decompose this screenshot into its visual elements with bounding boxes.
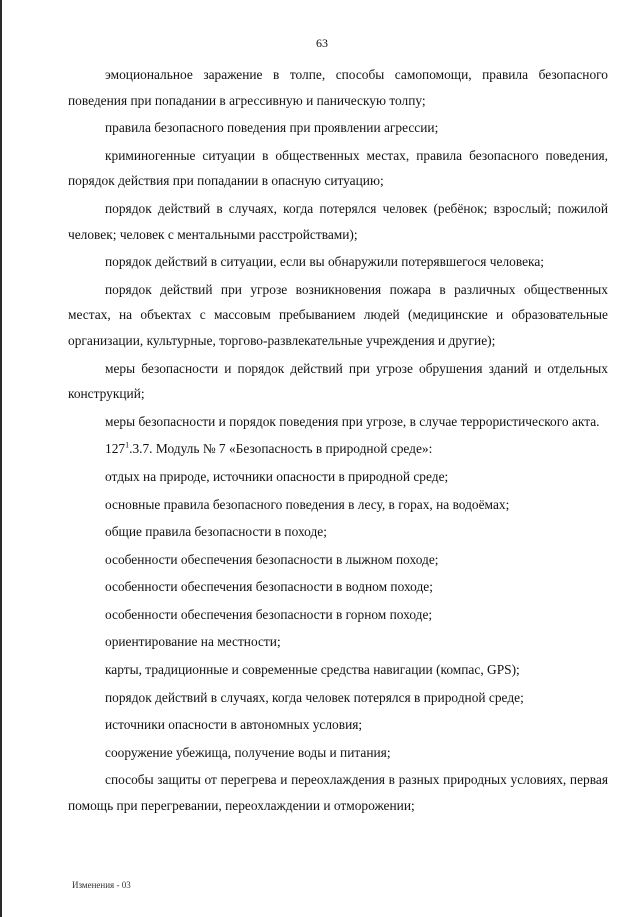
paragraph: порядок действий в ситуации, если вы обнаружили потерявшегося человека;	[105, 254, 545, 270]
paragraph: криминогенные ситуации в общественных местах, правила безопасного поведения, порядок действия при попадании в опасную ситуацию;	[68, 147, 608, 189]
page-footer: Изменения - 03	[72, 880, 131, 890]
page-number: 63	[316, 36, 328, 50]
paragraph: порядок действий при угрозе возникновения пожара в различных общественных местах, на объектах с массовым пребыванием людей (медицинские и образовательные организации, культурные, торгово-развлекательные учреждения и другие);	[68, 281, 608, 348]
list-item: особенности обеспечения безопасности в горном походе;	[105, 606, 433, 622]
paragraph: эмоциональное заражение в толпе, способы самопомощи, правила безопасного поведения при попадании в агрессивную и паническую толпу;	[68, 67, 608, 108]
section-title: .3.7. Модуль № 7 «Безопасность в природной среде»:	[129, 441, 433, 457]
paragraph: меры безопасности и порядок поведения при угрозе, в случае террористического акта.	[105, 413, 600, 429]
list-item: особенности обеспечения безопасности в лыжном походе;	[105, 551, 439, 567]
paragraph: правила безопасного поведения при проявлении агрессии;	[105, 120, 439, 136]
list-item: общие правила безопасности в походе;	[105, 524, 327, 540]
list-item: сооружение убежища, получение воды и питания;	[105, 744, 391, 760]
list-item: ориентирование на местности;	[105, 634, 281, 650]
list-item: особенности обеспечения безопасности в водном походе;	[105, 579, 433, 595]
list-item: способы защиты от перегрева и переохлаждения в разных природных условиях, первая помощь при перегревании, переохлаждении и отморожении;	[68, 772, 608, 814]
section-heading	[68, 436, 608, 462]
list-item: карты, традиционные и современные средства навигации (компас, GPS);	[105, 662, 520, 678]
section-number: 127	[105, 441, 126, 457]
list-item: отдых на природе, источники опасности в природной среде;	[105, 468, 449, 484]
document-body	[68, 62, 608, 819]
paragraph: меры безопасности и порядок действий при угрозе обрушения зданий и отдельных конструкций;	[68, 360, 608, 402]
list-item: источники опасности в автономных условия;	[105, 717, 363, 733]
list-item: основные правила безопасного поведения в лесу, в горах, на водоёмах;	[105, 496, 510, 512]
section-number-superscript: 1	[125, 440, 130, 450]
paragraph: порядок действий в случаях, когда потерялся человек (ребёнок; взрослый; пожилой человек; человек с ментальными расстройствами);	[68, 200, 608, 242]
list-item: порядок действий в случаях, когда человек потерялся в природной среде;	[105, 689, 524, 705]
